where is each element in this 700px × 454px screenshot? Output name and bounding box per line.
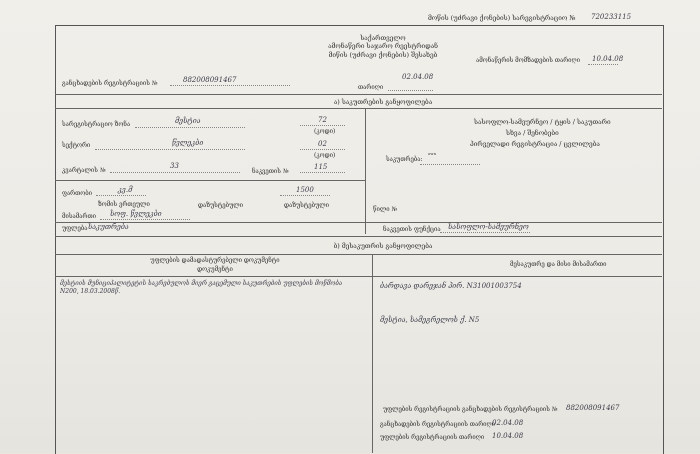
section-b-col1-header: უფლების დამადასტურებელი დოკუმენტი: [150, 257, 280, 264]
footer-right-date-label: უფლების რეგისტრაციის თარიღი: [380, 434, 485, 441]
measured-area-label: დაზუსტებული: [284, 202, 330, 209]
zone-value: მესტია: [175, 117, 201, 125]
parcel-type-value: სასოფლო-სამეურნეო: [448, 223, 529, 231]
area-value: 1500: [296, 186, 314, 194]
registration-date-value: 02.04.08: [402, 73, 434, 81]
zone-code: 72: [318, 116, 327, 124]
registration-number-value: 882008091467: [183, 76, 237, 84]
footer-right-date-value: 10.04.08: [492, 432, 524, 440]
zone-code-label: (კოდი): [314, 128, 336, 135]
doc-text-line1: მესტიის მუნიციპალიტეტის საკრებულოს მიერ გაცემული საკუთრების უფლების მოწმობა: [60, 280, 343, 287]
purpose-option-3: პირველადი რეგისტრაცია / ცვლილება: [470, 140, 600, 148]
owner-address: მესტია, სამეგრელოს ქ. N5: [380, 316, 480, 324]
section-b-col2-header: მესაკუთრე და მისი მისამართი: [510, 261, 607, 268]
footer-reg-date-value: 02.04.08: [492, 419, 524, 427]
footer-reg-value: 882008091467: [566, 404, 620, 412]
footer-reg-date-label: განცხადების რეგისტრაციის თარიღი: [380, 421, 496, 428]
parcel-type-label: ნაკვეთის ფუნქცია: [383, 226, 441, 233]
sector-label: სექტორი: [62, 142, 91, 149]
footer-reg-label: უფლების რეგისტრაციის განცხადების რეგისტრაციის №: [383, 406, 558, 413]
registration-date-label: თარიღი: [358, 84, 384, 91]
parcel-value: 115: [314, 163, 328, 171]
ownership-label: უფლება: [62, 225, 88, 232]
title-line3: მიწის (უძრავი ქონების) შესახებ: [328, 51, 438, 59]
sector-code: 02: [318, 140, 327, 148]
share-label: წილი №: [373, 206, 398, 213]
quarter-label: კვარტალის №: [62, 167, 106, 174]
doc-text-line2: N200, 18.03.2008წ.: [60, 288, 121, 295]
ownership-value: საკუთრება: [88, 223, 129, 231]
measured-label: ზომის ერთეული: [98, 201, 150, 208]
issue-date-label: ამონაწერის მომზადების თარიღი: [476, 57, 581, 64]
parcel-label: ნაკვეთის №: [252, 168, 289, 175]
purpose-option-2: სხვა / შენობები: [506, 129, 559, 137]
address-value: სოფ. წვლეკბი: [110, 210, 162, 218]
owner-name: ბარდავა დარეჯან პირ. N31001003754: [380, 282, 522, 290]
address-label: მისამართი: [62, 213, 96, 220]
issue-date-value: 10.04.08: [592, 55, 624, 63]
area-unit: კვ.მ: [118, 186, 133, 194]
owner-type-label: საკუთრება:: [386, 156, 423, 163]
title-line2: ამონაწერი საჯარო რეესტრიდან: [328, 42, 438, 50]
owner-type-value: ᵒʷⁿ: [428, 152, 437, 159]
sector-code-label: (კოდი): [314, 152, 336, 159]
section-a-title: ა) საკუთრების განყოფილება: [333, 98, 433, 106]
quarter-value: 33: [170, 162, 179, 170]
section-b-col1-header-2: დოკუმენტი: [197, 266, 233, 273]
serial-value: 720233115: [591, 13, 632, 21]
sector-value: წვლეკბი: [172, 139, 204, 147]
section-b-title: ბ) მესაკუთრის განყოფილება: [333, 242, 433, 250]
title-line1: საქართველო: [360, 34, 406, 42]
purpose-option-1: სასოფლო-სამეურნეო / ტყის / საკუთარი: [474, 118, 611, 126]
serial-label: მოწის (უძრავი ქონების) სარეგისტრაციო №: [428, 14, 576, 22]
zone-label: სარეგისტრაციო ზონა: [62, 121, 131, 128]
area-label: ფართობი: [62, 190, 92, 197]
registration-number-label: განცხადების რეგისტრაციის №: [62, 80, 158, 87]
declared-label: დაზუსტებული: [198, 202, 244, 209]
